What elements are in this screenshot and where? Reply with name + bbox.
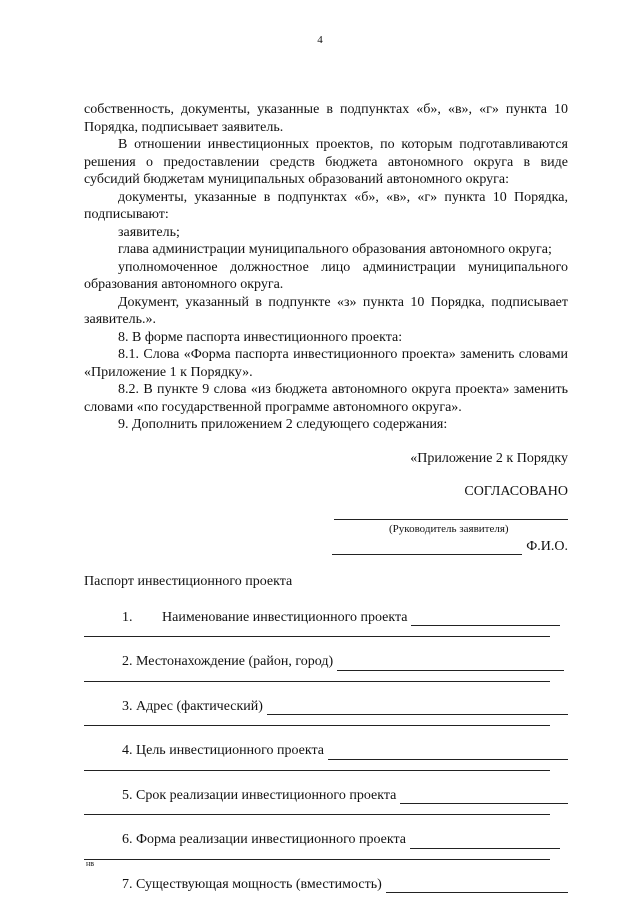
signature-line [334,505,568,520]
field-4-label: 4. Цель инвестиционного проекта [122,743,324,758]
passport-field-7 [84,876,568,894]
fio-row [84,538,568,556]
paragraph-investment-projects: В отношении инвестиционных проектов, по которым подготавливаются решения о предоставлении средств бюджета автономного округа в виде субсидий бюджетам муниципальных образований автономного округа: [84,137,568,187]
field-1-blank[interactable] [411,611,560,626]
appendix-label: «Приложение 2 к Порядку [410,450,568,466]
field-6-continuation-line[interactable] [84,849,550,860]
field-5-continuation-line[interactable] [84,804,550,815]
field-5-label: 5. Срок реализации инвестиционного проекта [122,787,397,803]
fio-line [332,542,522,555]
field-7-blank[interactable] [386,878,568,893]
passport-field-4 [84,742,568,771]
paragraph-item-8-1: 8.1. Слова «Форма паспорта инвестиционного проекта» заменить словами «Приложение 1 к Порядку». [84,347,568,380]
field-2-continuation-line[interactable] [84,671,550,682]
passport-field-2 [84,653,568,682]
field-5-blank[interactable] [400,789,568,804]
field-3-label: 3. Адрес (фактический) [122,698,263,714]
approval-title: СОГЛАСОВАНО [464,484,568,499]
field-6-label: 6. Форма реализации инвестиционного проекта [122,832,407,847]
field-3-continuation-line[interactable] [84,715,550,726]
footer-mark: нв [86,859,95,868]
field-2-blank[interactable] [337,656,564,671]
signature-caption: (Руководитель заявителя) [389,522,509,535]
field-3-blank[interactable] [267,700,568,715]
field-1-number: 1. [122,609,133,625]
passport-field-1 [84,609,568,638]
passport-field-5 [84,787,568,816]
field-4-continuation-line[interactable] [84,760,550,771]
paragraph-head-administration: глава администрации муниципального образования автономного округа; [118,242,552,257]
field-6-blank[interactable] [410,834,560,849]
field-2-label: 2. Местонахождение (район, город) [122,654,334,669]
page-number: 4 [317,34,323,46]
paragraph-document-z: Документ, указанный в подпункте «з» пункта 10 Порядка, подписывает заявитель.». [84,294,568,327]
paragraph-item-8-2: 8.2. В пункте 9 слова «из бюджета автономного округа проекта» заменить словами «по государственной программе автономного округа». [84,382,568,415]
passport-field-3 [84,698,568,727]
field-1-label: Наименование инвестиционного проекта [162,609,408,625]
paragraph-documents-signers: документы, указанные в подпунктах «б», «в», «г» пункта 10 Порядка, подписывают: [84,189,568,222]
paragraph-authorized-official: уполномоченное должностное лицо администрации муниципального образования автономного округа. [84,259,568,292]
field-7-label: 7. Существующая мощность (вместимость) [122,876,382,892]
passport-title: Паспорт инвестиционного проекта [84,574,293,589]
paragraph-item-9: 9. Дополнить приложением 2 следующего содержания: [118,417,448,432]
field-4-blank[interactable] [328,745,568,760]
field-1-continuation-line[interactable] [84,626,550,637]
passport-field-6 [84,831,568,860]
document-body [84,101,568,893]
paragraph-continuation: собственность, документы, указанные в подпунктах «б», «в», «г» пункта 10 Порядка, подписывает заявитель. [84,102,568,135]
paragraph-item-8: 8. В форме паспорта инвестиционного проекта: [118,329,403,345]
fio-label: Ф.И.О. [526,538,568,554]
paragraph-applicant: заявитель; [118,224,180,240]
